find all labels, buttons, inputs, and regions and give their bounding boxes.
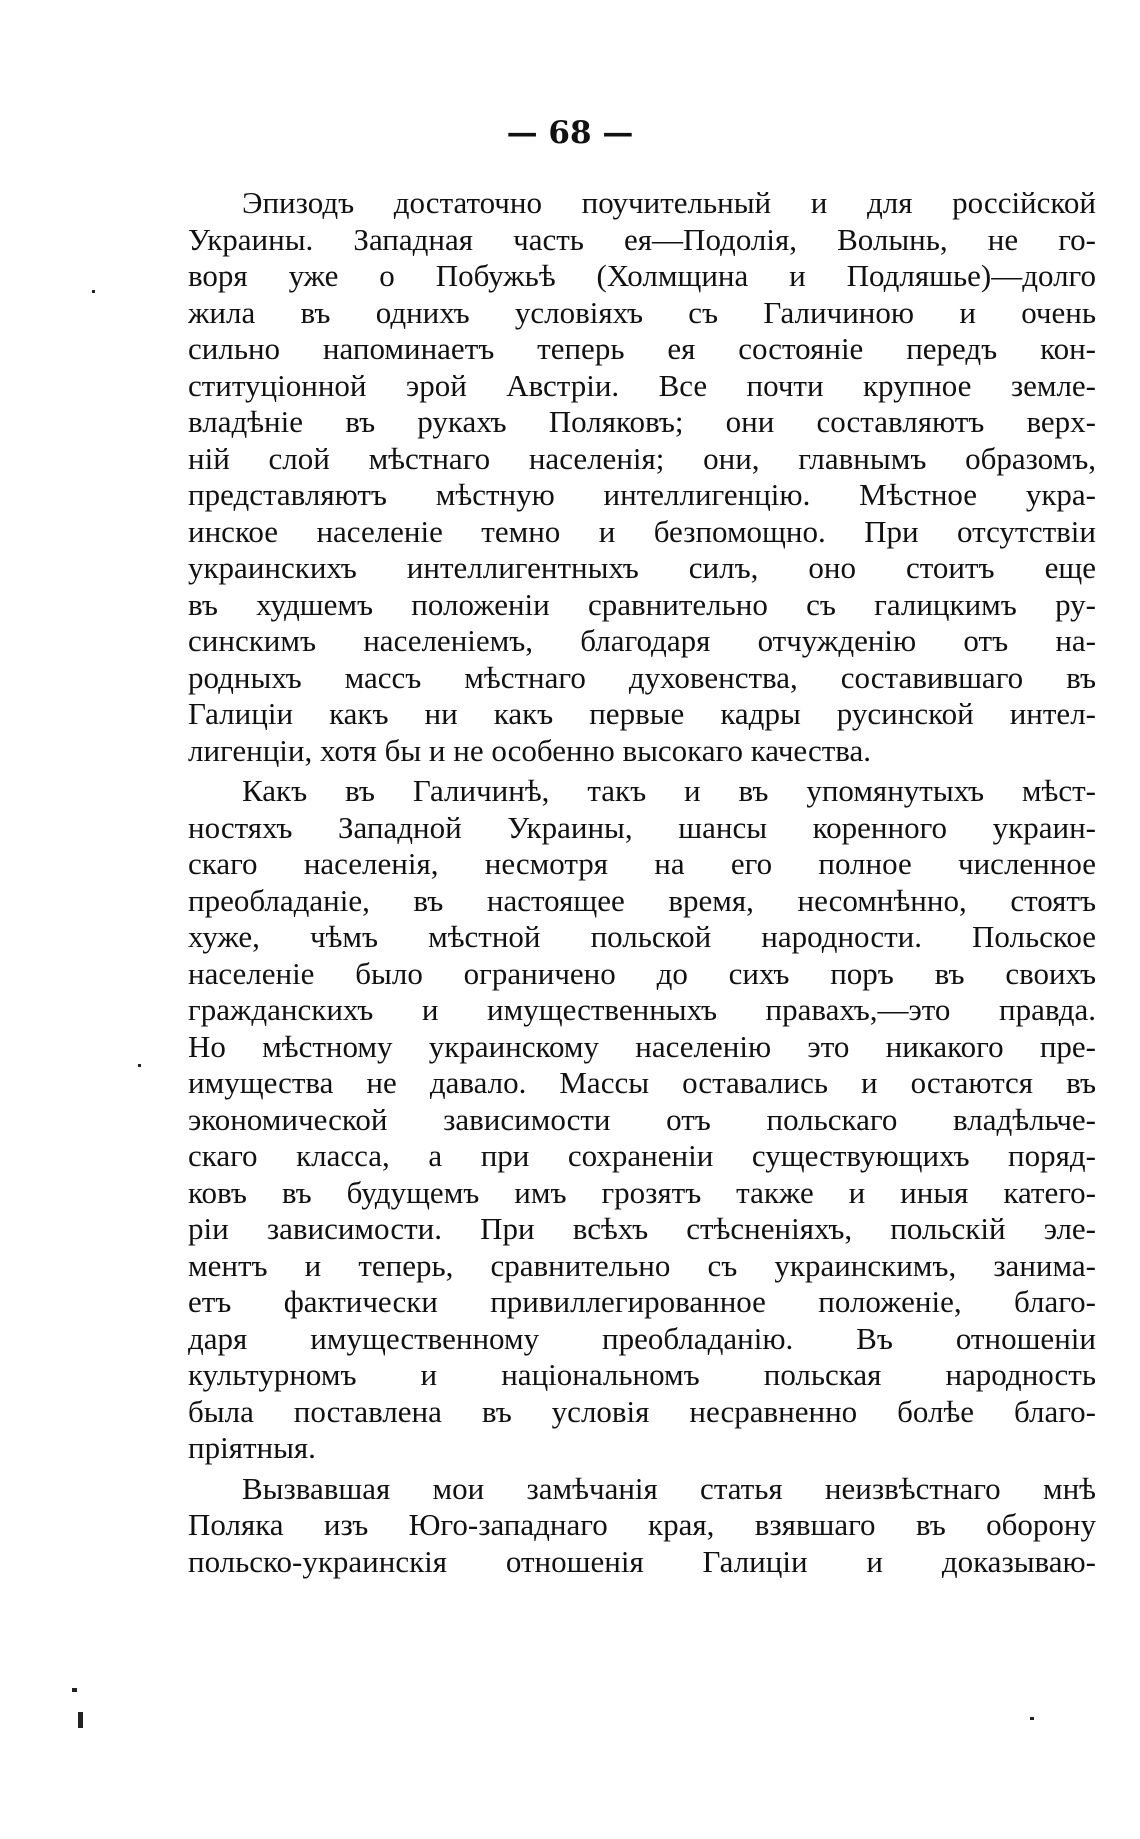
text-line: скаго класса, а при сохраненіи существующихъ поряд- <box>188 1138 1096 1173</box>
text-line: ментъ и теперь, сравнительно съ украинскимъ, занима- <box>188 1247 1096 1283</box>
text-line: воря уже о Побужьѣ (Холмщина и Подляшье)—долго <box>188 258 1096 293</box>
scan-speck <box>92 290 95 293</box>
text-line: Поляка изъ Юго-западнаго края, взявшаго въ оборону <box>188 1507 1096 1542</box>
page-number: — 68 — <box>506 115 634 151</box>
text-line: ріи зависимости. При всѣхъ стѣсненіяхъ, польскій эле- <box>188 1211 1096 1246</box>
text-line: лигенціи, хотя бы и не особенно высокаго качества. <box>188 732 871 768</box>
text-line: имущества не давало. Массы оставались и остаются въ <box>188 1065 1096 1100</box>
text-line: экономической зависимости отъ польскаго владѣльче- <box>188 1101 1096 1137</box>
text-line: синскимъ населеніемъ, благодаря отчужденію отъ на- <box>188 623 1096 658</box>
body-text <box>188 185 1096 1580</box>
text-line: ній слой мѣстнаго населенія; они, главнымъ образомъ, <box>188 440 1096 476</box>
text-line: Галиціи какъ ни какъ первые кадры русинской интел- <box>188 696 1096 731</box>
text-line: Вызвавшая мои замѣчанія статья неизвѣстнаго мнѣ <box>242 1470 1096 1506</box>
paragraph-1 <box>188 185 1096 769</box>
text-line: хуже, чѣмъ мѣстной польской народности. Польское <box>188 919 1096 954</box>
text-line: жила въ однихъ условіяхъ съ Галичиною и очень <box>188 294 1096 330</box>
text-line: родныхъ массъ мѣстнаго духовенства, составившаго въ <box>188 659 1096 695</box>
paragraph-2 <box>188 773 1096 1467</box>
scan-speck <box>1030 1717 1034 1720</box>
text-line: украинскихъ интеллигентныхъ силъ, оно стоитъ еще <box>188 550 1096 585</box>
scan-speck <box>78 1712 83 1728</box>
scan-speck <box>138 1064 141 1067</box>
paragraph-3 <box>188 1471 1096 1581</box>
text-line: населеніе было ограничено до сихъ поръ въ своихъ <box>188 955 1096 991</box>
text-line: пріятныя. <box>188 1430 316 1465</box>
text-line: даря имущественному преобладанію. Въ отношеніи <box>188 1320 1096 1356</box>
text-line: ституціонной эрой Австріи. Все почти крупное земле- <box>188 367 1096 403</box>
text-line: владѣніе въ рукахъ Поляковъ; они составляютъ верх- <box>188 404 1096 439</box>
text-line: Эпизодъ достаточно поучительный и для россійской <box>242 185 1096 220</box>
text-line: инское населеніе темно и безпомощно. При отсутствіи <box>188 513 1096 549</box>
text-line: представляютъ мѣстную интеллигенцію. Мѣстное укра- <box>188 477 1096 512</box>
text-line: гражданскихъ и имущественныхъ правахъ,—это правда. <box>188 992 1096 1027</box>
text-line: культурномъ и національномъ польская народность <box>188 1357 1096 1392</box>
text-line: етъ фактически привиллегированное положеніе, благо- <box>188 1284 1096 1319</box>
text-line: скаго населенія, несмотря на его полное численное <box>188 846 1096 881</box>
text-line: ковъ въ будущемъ имъ грозятъ также и иныя катего- <box>188 1174 1096 1210</box>
scan-speck <box>72 1688 77 1692</box>
text-line: въ худшемъ положеніи сравнительно съ галицкимъ ру- <box>188 586 1096 622</box>
text-line: была поставлена въ условія несравненно болѣе благо- <box>188 1393 1096 1429</box>
text-line: Украины. Западная часть ея—Подолія, Волынь, не го- <box>188 221 1096 257</box>
text-line: ностяхъ Западной Украины, шансы коренного украин- <box>188 809 1096 845</box>
text-line: преобладаніе, въ настоящее время, несомнѣнно, стоятъ <box>188 882 1096 918</box>
text-line: польско-украинскія отношенія Галиціи и доказываю- <box>188 1543 1096 1579</box>
text-line: сильно напоминаетъ теперь ея состояніе передъ кон- <box>188 331 1096 366</box>
text-line: Какъ въ Галичинѣ, такъ и въ упомянутыхъ мѣст- <box>242 773 1096 808</box>
text-line: Но мѣстному украинскому населенію это никакого пре- <box>188 1028 1096 1064</box>
